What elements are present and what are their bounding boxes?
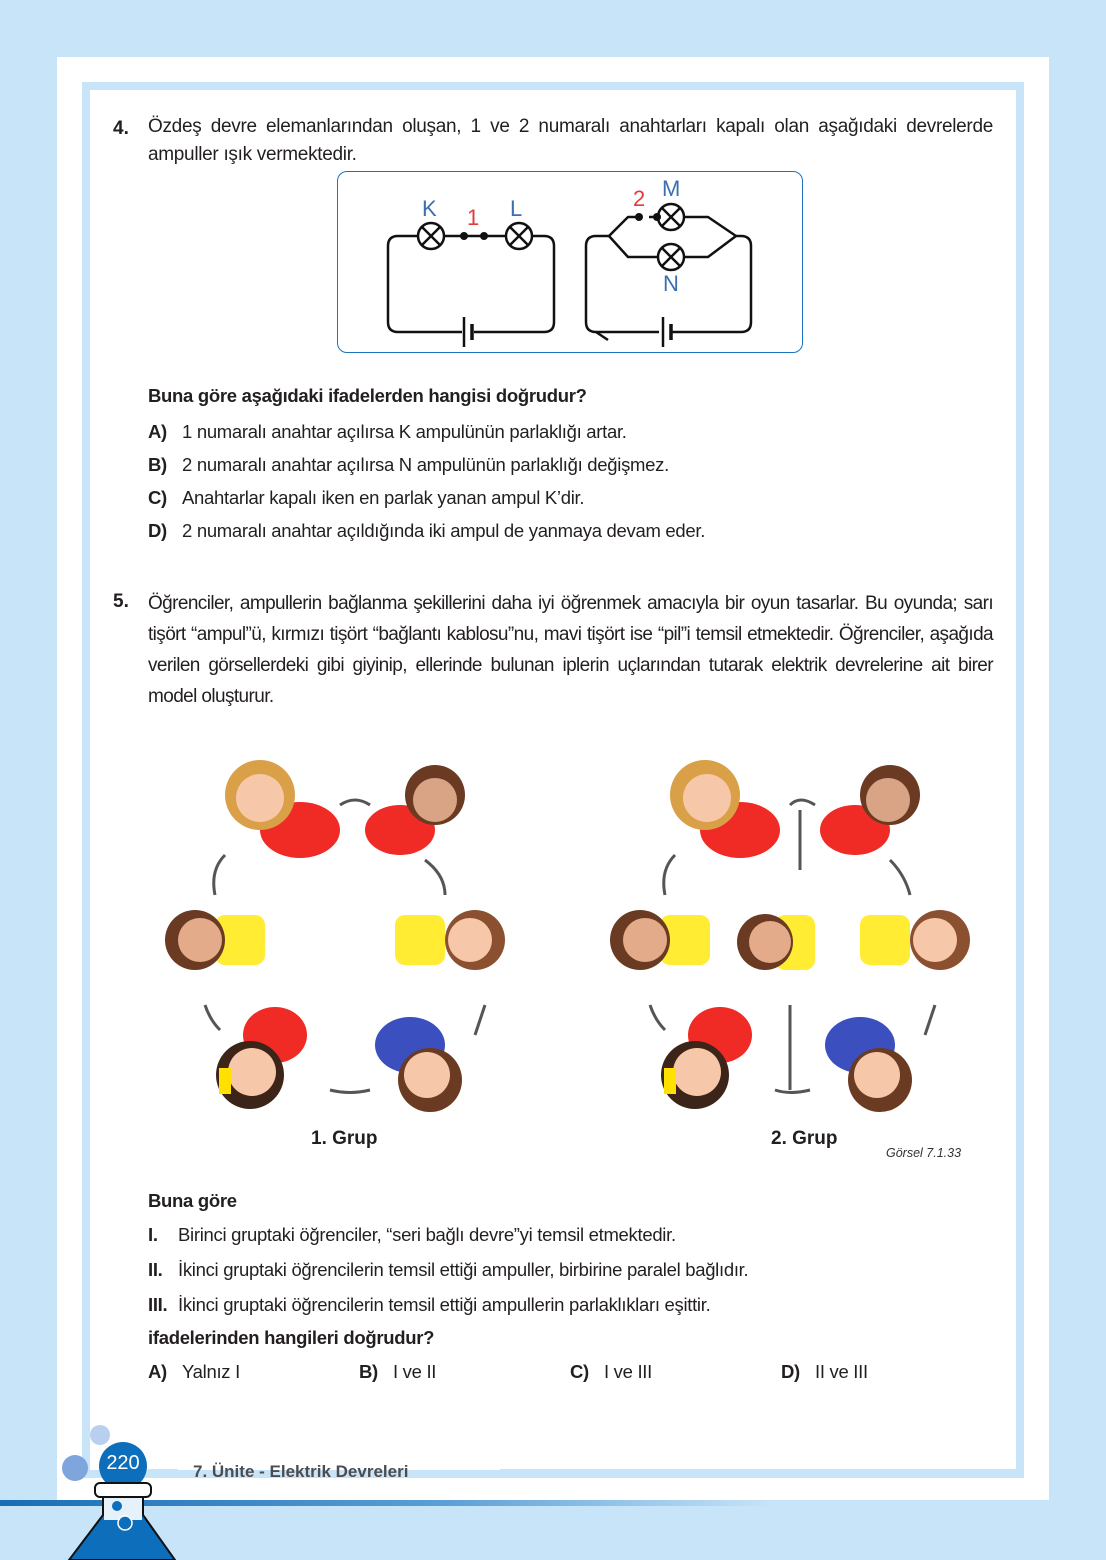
svg-text:L: L <box>510 196 523 221</box>
svg-text:M: M <box>662 176 681 201</box>
option-text: 1 numaralı anahtar açılırsa K ampulünün parlaklığı artar. <box>182 421 627 442</box>
q4-option-c[interactable] <box>148 487 584 509</box>
footer-divider <box>500 1469 1020 1477</box>
kid-yellow-shirt-2 <box>395 910 505 970</box>
kid-blue-shirt-battery <box>825 1017 912 1112</box>
statement-text: İkinci gruptaki öğrencilerin temsil ettiği ampullerin parlaklıkları eşittir. <box>178 1294 711 1315</box>
figure-caption: Görsel 7.1.33 <box>886 1146 962 1160</box>
svg-text:N: N <box>663 271 679 296</box>
q5-option-d[interactable] <box>781 1361 868 1383</box>
q4-option-d[interactable] <box>148 520 705 542</box>
kid-red-shirt-3 <box>661 1007 752 1109</box>
statement-label: III. <box>148 1294 168 1315</box>
kid-blue-shirt-battery <box>375 1017 462 1112</box>
kid-red-shirt-1 <box>670 760 780 858</box>
question-4-prompt: Buna göre aşağıdaki ifadelerden hangisi doğrudur? <box>148 385 587 406</box>
circuit-svg <box>338 172 802 352</box>
option-text: I ve II <box>393 1361 437 1382</box>
bulb-l-icon <box>506 223 532 249</box>
question-5-prompt-intro: Buna göre <box>148 1190 237 1211</box>
footer-unit-title: 7. Ünite - Elektrik Devreleri <box>193 1462 409 1481</box>
option-label: D) <box>781 1361 800 1382</box>
question-5-prompt-end: ifadelerinden hangileri doğrudur? <box>148 1327 435 1348</box>
option-text: 2 numaralı anahtar açılırsa N ampulünün parlaklığı değişmez. <box>182 454 669 475</box>
kid-red-shirt-2 <box>365 765 465 855</box>
group-1-label: 1. Grup <box>311 1128 378 1149</box>
option-label: A) <box>148 1361 167 1382</box>
option-text: 2 numaralı anahtar açıldığında iki ampul de yanmaya devam eder. <box>182 520 706 541</box>
page-number: 220 <box>106 1452 140 1474</box>
q4-option-a[interactable] <box>148 421 627 443</box>
option-text: I ve III <box>604 1361 652 1382</box>
kid-yellow-shirt-center <box>737 914 815 970</box>
kid-red-shirt-3 <box>216 1007 307 1109</box>
svg-text:K: K <box>422 196 437 221</box>
statement-label: I. <box>148 1224 158 1245</box>
question-4-number: 4. <box>113 118 129 139</box>
option-text: II ve III <box>815 1361 868 1382</box>
question-5-text: Öğrenciler, ampullerin bağlanma şekillerini daha iyi öğrenmek amacıyla bir oyun tasarlar. Bu oyunda; sarı tişört “ampul”ü, kırmızı tişört “bağlantı kablosu”nu, mavi tişört ise “pil”i temsil etmektedir. Öğrenciler, aşağıda verilen görsellerdeki gibi giyinip, ellerinde bulunan iplerin uçlarından tutarak elektrik devrelerine ait birer model oluşturur. <box>148 593 993 707</box>
q4-option-b[interactable] <box>148 454 669 476</box>
question-4-text: Özdeş devre elemanlarından oluşan, 1 ve 2 numaralı anahtarları kapalı olan aşağıdaki devrelerde ampuller ışık vermektedir. <box>148 116 993 165</box>
group-2-illustration <box>605 750 975 1120</box>
group-1-illustration <box>155 750 505 1120</box>
option-text: Anahtarlar kapalı iken en parlak yanan ampul K’dir. <box>182 487 585 508</box>
statement-label: II. <box>148 1259 163 1280</box>
bulb-k-icon <box>418 223 444 249</box>
switch-1-dot-icon <box>460 232 468 240</box>
question-5-number: 5. <box>113 591 129 612</box>
kid-yellow-shirt-2 <box>860 910 970 970</box>
q5-option-a[interactable] <box>148 1361 240 1383</box>
statement-iii <box>148 1294 710 1316</box>
switch-2-dot-icon <box>635 213 643 221</box>
option-text: Yalnız I <box>182 1361 240 1382</box>
svg-text:1: 1 <box>467 205 480 230</box>
kid-red-shirt-1 <box>225 760 340 858</box>
circuit-diagram <box>337 171 803 353</box>
statement-i <box>148 1224 676 1246</box>
option-label: B) <box>359 1361 378 1382</box>
option-label: B) <box>148 454 167 475</box>
option-label: C) <box>148 487 167 508</box>
option-label: D) <box>148 520 167 541</box>
q5-option-b[interactable] <box>359 1361 436 1383</box>
svg-text:2: 2 <box>633 186 646 211</box>
q5-option-c[interactable] <box>570 1361 652 1383</box>
bulb-m-icon <box>658 204 684 230</box>
statement-ii <box>148 1259 748 1281</box>
option-label: A) <box>148 421 167 442</box>
flask-icon <box>55 1420 195 1560</box>
kid-yellow-shirt-1 <box>165 910 265 970</box>
bulb-n-icon <box>658 244 684 270</box>
statement-text: İkinci gruptaki öğrencilerin temsil ettiği ampuller, birbirine paralel bağlıdır. <box>178 1259 749 1280</box>
kid-yellow-shirt-1 <box>610 910 710 970</box>
group-2-label: 2. Grup <box>771 1128 838 1149</box>
statement-text: Birinci gruptaki öğrenciler, “seri bağlı devre”yi temsil etmektedir. <box>178 1224 676 1245</box>
option-label: C) <box>570 1361 589 1382</box>
kid-red-shirt-2 <box>820 765 920 855</box>
